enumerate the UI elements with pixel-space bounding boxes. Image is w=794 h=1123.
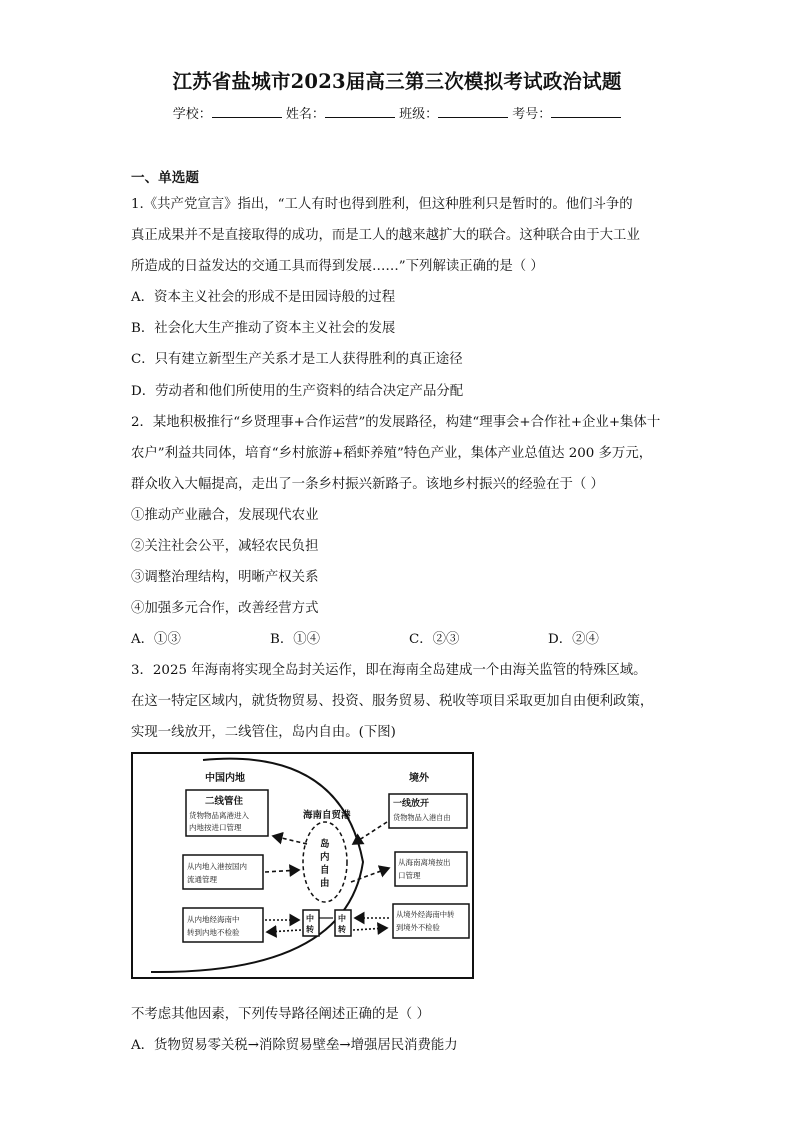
abroad-label: 境外 [409, 773, 429, 784]
q3-stem-line: 实现一线放开，二线管住，岛内自由。(下图) [131, 725, 396, 740]
island-free-char: 自 [320, 865, 330, 876]
name-label: 姓名： [285, 107, 325, 122]
exam-no-label: 考号： [512, 107, 552, 122]
q1-option-b: B．社会化大生产推动了资本主义社会的发展 [131, 321, 396, 336]
q1-option-a: A．资本主义社会的形成不是田园诗般的过程 [131, 290, 396, 305]
q2-stem-line: 农户”利益共同体，培育“乡村旅游+稻虾养殖”特色产业，集体产业总值达 200 多万元， [131, 446, 653, 461]
name-blank[interactable] [325, 105, 395, 118]
hainan-ftp-diagram [131, 752, 475, 980]
box-hn-exit-text: 从海南离境按出 [398, 858, 451, 867]
q2-options [131, 628, 731, 648]
arrow-from-inland-entry [265, 870, 299, 872]
box-hn-exit-text: 口管理 [398, 871, 421, 880]
box-inland-transit-text: 从内地经海南中 [187, 915, 240, 924]
box-second-line-title: 二线管住 [205, 796, 244, 807]
ftp-label: 海南自贸港 [303, 810, 351, 821]
q3-stem-line: 在这一特定区域内，就货物贸易、投资、服务贸易、税收等项目采取更加自由便利政策， [131, 694, 654, 709]
q2-option-a: A．①③ [131, 632, 181, 647]
school-label: 学校： [172, 107, 212, 122]
class-label: 班级： [399, 107, 439, 122]
transit-right-char: 转 [338, 925, 346, 934]
q1-stem-line: 1.《共产党宣言》指出，“工人有时也得到胜利，但这种胜利只是暂时的。他们斗争的 [131, 197, 633, 212]
q2-stem-line: 群众收入大幅提高，走出了一条乡村振兴新路子。该地乡村振兴的经验在于（ ） [131, 477, 604, 492]
q1-option-d: D．劳动者和他们所使用的生产资料的结合决定产品分配 [131, 384, 464, 399]
q2-stem-line: 2．某地积极推行“乡贤理事+合作运营”的发展路径，构建“理事会+合作社+企业+集体十 [131, 415, 661, 430]
class-blank[interactable] [438, 105, 508, 118]
transit-left-char: 转 [306, 925, 314, 934]
q2-option-c: C．②③ [409, 632, 460, 647]
arrow-to-second-line [273, 836, 307, 844]
arrow-abroad-transit-out [353, 928, 387, 930]
transit-right-char: 中 [338, 914, 346, 923]
q2-option-d: D．②④ [548, 632, 599, 647]
q2-statement-2: ②关注社会公平，减轻农民负担 [131, 539, 319, 554]
section-title: 一、单选题 [131, 170, 199, 186]
box-second-line-text: 货物物品离港进入 [189, 811, 249, 820]
exam-no-blank[interactable] [551, 105, 621, 118]
island-free-char: 岛 [320, 839, 330, 850]
island-free-char: 内 [320, 852, 330, 863]
box-inland-entry-text: 流通管理 [187, 875, 217, 884]
arrow-to-hn-exit [351, 868, 389, 882]
q2-statement-1: ①推动产业融合，发展现代农业 [131, 508, 319, 523]
q2-statement-4: ④加强多元合作，改善经营方式 [131, 601, 319, 616]
box-inland-transit-text: 转到内地不检验 [187, 928, 240, 937]
q1-stem-line: 所造成的日益发达的交通工具而得到发展……”下列解读正确的是（ ） [131, 259, 544, 274]
page-title: 江苏省盐城市2023届高三第三次模拟考试政治试题 [172, 70, 622, 93]
arrow-inland-transit-out [267, 930, 301, 932]
box-inland-entry-text: 从内地入港按国内 [187, 862, 247, 871]
student-info-line [0, 103, 794, 122]
box-second-line-text: 内地按进口管理 [189, 823, 242, 832]
q1-stem-line: 真正成果并不是直接取得的成功，而是工人的越来越扩大的联合。这种联合由于大工业 [131, 228, 640, 243]
school-blank[interactable] [212, 105, 282, 118]
mainland-label: 中国内地 [205, 773, 245, 784]
box-abroad-transit-text: 从境外经海南中转 [396, 910, 455, 919]
q2-option-b: B．①④ [270, 632, 321, 647]
box-abroad-transit-text: 到境外不检验 [396, 923, 440, 932]
q2-statement-3: ③调整治理结构，明晰产权关系 [131, 570, 319, 585]
q3-question-line: 不考虑其他因素，下列传导路径阐述正确的是（ ） [131, 1007, 430, 1022]
q1-option-c: C．只有建立新型生产关系才是工人获得胜利的真正途径 [131, 352, 463, 367]
transit-left-char: 中 [306, 914, 314, 923]
island-free-char: 由 [320, 878, 330, 889]
box-first-line-text: 货物物品入港自由 [393, 813, 451, 822]
box-first-line-title: 一线放开 [393, 799, 430, 809]
q3-stem-line: 3．2025 年海南将实现全岛封关运作，即在海南全岛建成一个由海关监管的特殊区域。 [131, 663, 647, 678]
q3-option-a: A．货物贸易零关税→消除贸易壁垒→增强居民消费能力 [131, 1038, 458, 1053]
